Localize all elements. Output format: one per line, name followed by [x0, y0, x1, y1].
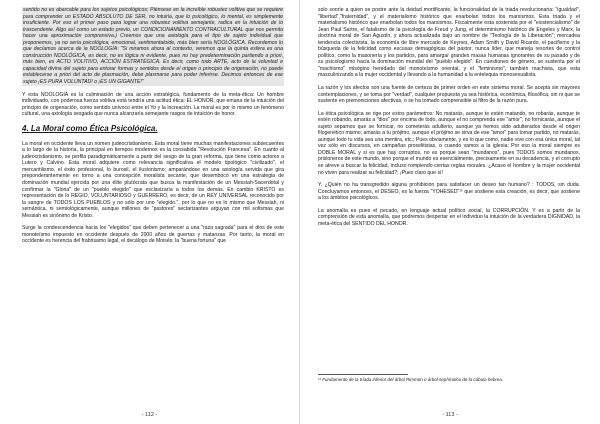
quoted-passage: sentido no es abarcable para los sujetos psicológicos; Piénsese en la increíble robustez volitiva que se requiere para comprender un ESTADO ABSOLUTO DE SER, no intuirla, que lo psicológico, lo mental, es simplemente insuficiente. Por eso el primer paso para lograr una robustez volitiva semejante, radica en la intuición de lo trascendente. Algo así como un estado previo, un CONDICIONAMIENTO CONTRACULTURAL que nos permita hacer una aproximación comprensiva.) Creemos que una axiología para el tipo de sujeto individual que proponemos, ya no sería psicológica, emocional, sentimentaloide, más bien sería NOOLÓGICA. Recordemos lo que decíamos acerca de la NOOLOGÍA: "Si miramos ahora al contexto, veremos que la quinta esfera es una construcción NOOLÓGICA, es decir, no es lógica ni evidente, pues no hay predeterminación partiendo a priori, más bien, es ACTO VOLITIVO, ACCIÓN ESTRATÉGICA. Es decir, como todo ARTE, acto de la voluntad e capacidad divina del sujeto para entorar formas y sentidos desde el origen o principio de origenación, no puede establecerse a priori del acto de plasmación, debe plasmarse para poder inferirse. Decimos entonces de ese sujeto ¡ES PURA VOLUNTAD! o ¡ES UN GIGANTE!" [23, 7, 283, 86]
paragraph: La moral en occidente lleva un nomen judeocristianismo. Esta moral tiene muchas manifestaciones subsecuentes a lo largo de la historia, la principal en tiempos modernos es la consabida "Revolución Francesa". En cuanto al judeocristianismo, se perfila paradigmáticamente a partir del sesgo de la gran reforma, que tiene como actores a Lutero y Calvino. Esta moral adquiere como relevancia significativa el modelo tipológico "civilizado", el mercantilismo, el éxito profesional, lo burosil, el ilusionismo; amparándose en una axiología servida que gira preponderantemente en torno a una concepción moralista secante, que desembocó en una estrategia de dominación mundial ejercida por una élite plutócrata que busca la manifestación de un Messiah-Sacerdotal y confirmar la "Gloria" de un "pueblo elegido" que esclavizaría a todos los demás. En cambio KRISTO es representación de lo REGIO, VOLUNTARIOSO y GUERRERO, es decir, de un REY UNIVERSAL reconocido por la sangre de TODOS LOS PUEBLOS y no sólo por uno "elegido.", por lo que no es lo mismo que Messiah, ni semántica, ni semiológicamente, aunque millones de "pastores" sectarizantes arguyan con mil sofismas que Messiah es sinónimo de Kristo. [22, 140, 284, 219]
paragraph: Surge la condescendencia hacia los "elegidos" que deben pertenecer a una "raza sagrada" para el dios de este monoteísmo impuesto en occidente después de 2000 años de guerras y matanzas. Por tanto, la moral en occidente es herencia del frabrisamo legal, el decálogo de Moisés; la "buena fortuna" que [22, 225, 284, 245]
footnote-divider [318, 374, 408, 375]
page-number: - 112 - [141, 412, 158, 418]
paragraph: Y esta NOOLOGÍA es la culminación de una acción estratégica, fundamento de la meta-ética: Un hombre individuado, con poderosa fuerza volitiva está tendría una actitud ética: EL HONOR, que emana de la intuición del principio de origenación, como sentido unívoco entre el Yo y la increación. La moral es por lo mismo un fenómeno cultural, una axiología sesgada que nunca alcanzaría semejante rasgos de intuición de honor. [22, 91, 284, 118]
paragraph: Y, ¿Quién no ha transgredido alguna prohibición para satisfacer un deseo tan humano? : TODOS, sin duda. Concluyamos entonces, el DESEO, es la fuerza "YOHESED"¹¹ que sostiene esta creación, es decir, que sostiene a los ámbitos psicológicos. [318, 182, 580, 202]
paragraph: solo sonríe a quien se postre ante la deidad mortificante, la funcionalidad de la triada revolucionaria: "igualdad", "libertad","fraternidad", y el materialismo histórico que enarbolan todos los marxismos. Esta triada y el materialismo histórico que enarbolan todos los marxismos. Fiscalmente esta sostenida por el "existencialismo" de Jean Paul Sartre, el fatalismo de la psicología de Freud y Jung, el determinismo histórico de Engeles y Marx, la doctrina moral de San Agustín, y ahora actualizada bajo un nombre de "Teología de la Liberación"; mercadea tendencia colectivista, la economía de libre mercado de Keynes, Adam Smith y David Ricardo, el pacifismo y la búsqueda de la felicidad como excusas demagógicas del pastor, nunca líder, que maneja resortes de control político, como la masonería y los partidos, para amargar grandes masas humanas ignorantes de su pasado y de su psicologismo hacia la dominación mundial del "pueblo elegido". En cuestiones de género, se sustenta por el "machismo" misógino heredado del monoteísmo oriental, y el "feminismo", también machista, que esta masculinizando a la mujer occidental y llevando a la humanidad a la entelequia monosexualista. [318, 7, 580, 79]
footnote: ¹¹ Fundamento de la tríada inferior del árbol Rimmon o árbol sephírotico de la cábala hebrea. [318, 377, 504, 382]
left-page-text-column [22, 7, 284, 251]
page-number: - 113 - [442, 412, 458, 418]
paragraph: La ética psicológica se rige por estos parámetros: No matarás, aunque te estén matando, no robarás, aunque te estén robando, amarás a "dios" por encima de todo, aunque el no comprenda ese "amor", no fornicarás, aunque el sujeto sepamos que se fornicar, no cometerás adulterio, aunque ya hemos sido adulterados desde el origen filogenético mismo; amarás a tu prójimo, aunque el prójimo se sirva de ese "amor" para tomar partido, no matarás, aunque todo tu vida sea una mentira, etc.; Pues obviamente, y es lo que como, nadie vive con esa única moral, tal vez sólo en discursos, en campañas proselitistas, o cuando vamos a la iglesia; Por eso la moral siempre es DOBLE MORAL y si es que hay corruptos, no es porque sean "mundanos", pues TODOS somos mundanos, prisioneros de este mundo, sino porque el mundo es esencialmente, precisamente en su decadencia, y el corrupto se atreve a buscar la felicidad, incluso rompiendo ciertas reglas morales. ¿Acaso el hombre y la mujer occidental no viven para realizar su felicidad?; ¡Pues claro que sí! [318, 110, 580, 176]
section-heading: 4. La Moral como Ética Psicológica. [22, 123, 158, 133]
paragraph: La razón y los afectos son una fuente de certeza de primer orden en este sistema moral. Se acepta sin mayores contemplaciones, y se toma por "verdad", cualquier propuesta ya sea histórica, económica, filosófica, sin ni que se sustente en premoniciones afectivas, o se ha tomado comprensible al filtro de la razón pura. [318, 85, 580, 105]
right-page-text-column [318, 7, 580, 233]
paragraph: La anomalía es pues el pecado, en lenguaje actual político social, la CORRUPCIÓN. Y es a partir de la comprensión de esta anomalía, que podremos despertar en el individuo la intuición de la verdadera DIGNIDAD, la meta-ética del SENTIDO DEL HONOR. [318, 207, 580, 227]
right-page [300, 0, 600, 424]
